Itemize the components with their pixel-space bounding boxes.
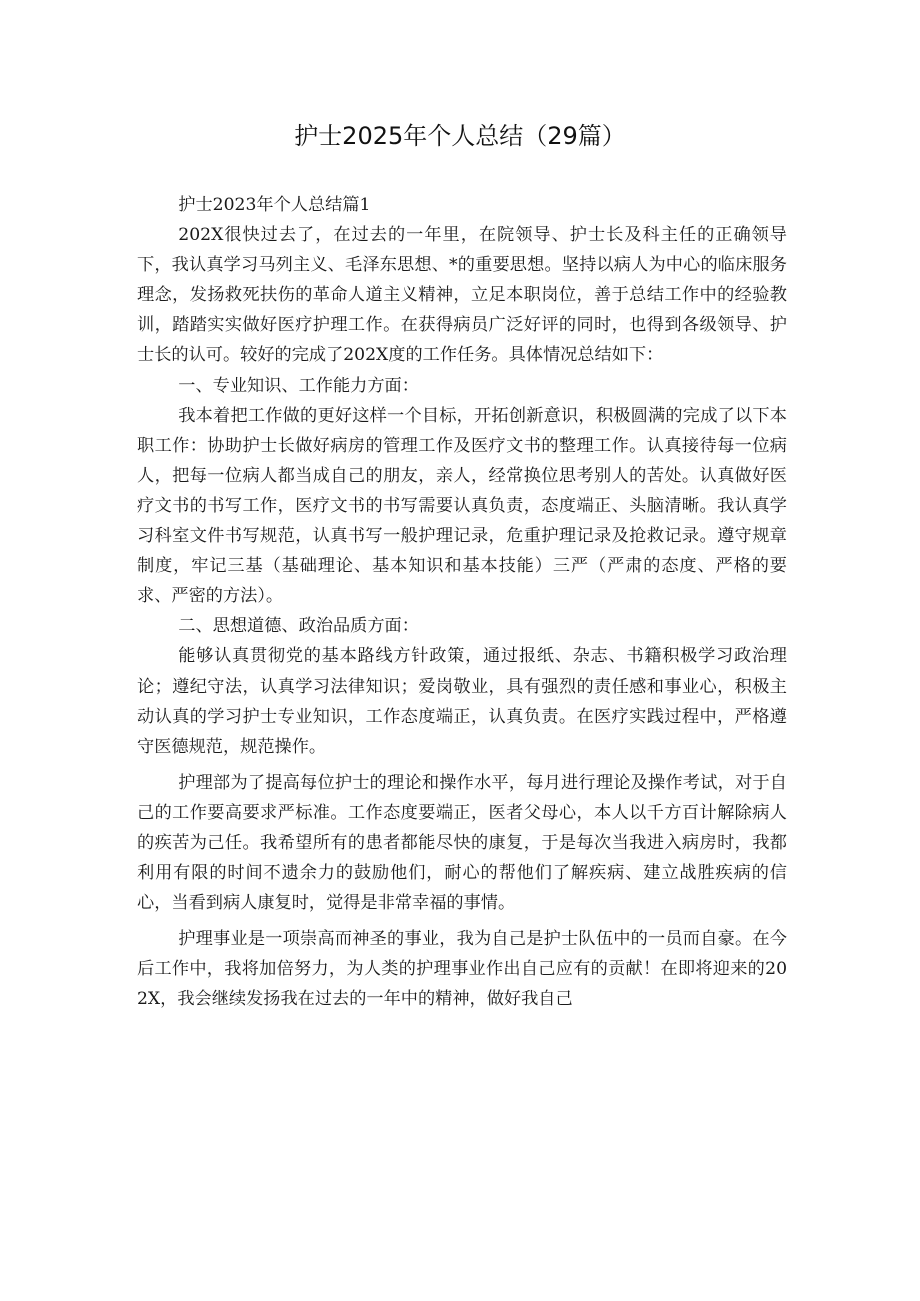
paragraph: 202X很快过去了，在过去的一年里，在院领导、护士长及科主任的正确领导下，我认真学习马列主义、毛泽东思想、*的重要思想。坚持以病人为中心的临床服务理念，发扬救死扶伤的革命人道主义精神，立足本职岗位，善于总结工作中的经验教训，踏踏实实做好医疗护理工作。在获得病员广泛好评的同时，也得到各级领导、护士长的认可。较好的完成了202X度的工作任务。具体情况总结如下： <box>137 225 787 366</box>
paragraph: 能够认真贯彻党的基本路线方针政策，通过报纸、杂志、书籍积极学习政治理论；遵纪守法，认真学习法律知识；爱岗敬业，具有强烈的责任感和事业心，积极主动认真的学习护士专业知识，工作态度端正，认真负责。在医疗实践过程中，严格遵守医德规范，规范操作。 <box>137 646 787 757</box>
section-heading: 一、专业知识、工作能力方面： <box>178 375 419 396</box>
paragraph: 护理事业是一项崇高而神圣的事业，我为自己是护士队伍中的一员而自豪。在今后工作中，我将加倍努力，为人类的护理事业作出自己应有的贡献！在即将迎来的202X，我会继续发扬我在过去的一年中的精神，做好我自己 <box>137 929 787 1010</box>
paragraph: 护理部为了提高每位护士的理论和操作水平，每月进行理论及操作考试，对于自己的工作要高要求严标准。工作态度要端正，医者父母心，本人以千方百计解除病人的疾苦为己任。我希望所有的患者都能尽快的康复，于是每次当我进入病房时，我都利用有限的时间不遗余力的鼓励他们，耐心的帮他们了解疾病、建立战胜疾病的信心，当看到病人康复时，觉得是非常幸福的事情。 <box>137 772 787 914</box>
section-heading: 二、思想道德、政治品质方面： <box>178 616 419 637</box>
document-title: 护士2025年个人总结（29篇） <box>294 122 626 150</box>
paragraph: 我本着把工作做的更好这样一个目标，开拓创新意识，积极圆满的完成了以下本职工作：协助护士长做好病房的管理工作及医疗文书的整理工作。认真接待每一位病人，把每一位病人都当成自己的朋友，亲人，经常换位思考别人的苦处。认真做好医疗文书的书写工作，医疗文书的书写需要认真负责，态度端正、头脑清晰。我认真学习科室文件书写规范，认真书写一般护理记录，危重护理记录及抢救记录。遵守规章制度，牢记三基（基础理论、基本知识和基本技能）三严（严肃的态度、严格的要求、严密的方法）。 <box>137 405 787 607</box>
document-body <box>137 190 787 1015</box>
section-heading: 护士2023年个人总结篇1 <box>178 195 371 215</box>
